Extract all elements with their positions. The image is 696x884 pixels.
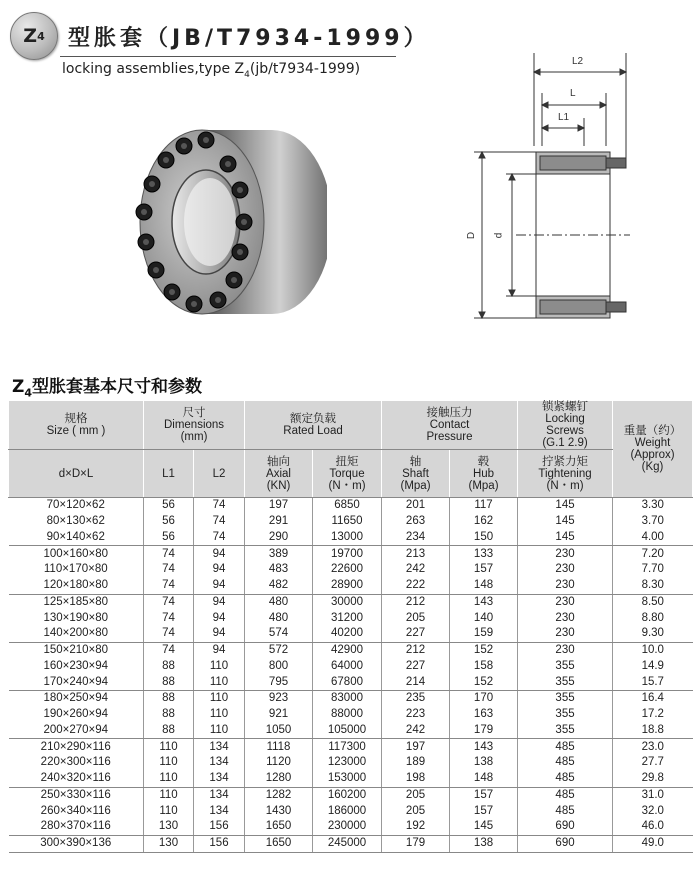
- cell-torque: 83000: [313, 691, 382, 707]
- cell-weight: 15.7: [613, 674, 693, 690]
- cell-weight: 46.0: [613, 819, 693, 835]
- table-row: [9, 819, 693, 835]
- cell-l2: 74: [194, 530, 245, 546]
- cell-size: 250×330×116: [9, 787, 144, 803]
- cell-weight: 10.0: [641, 644, 664, 657]
- header-screw-grade: (G.1 2.9): [542, 437, 588, 449]
- cell-hub: 143: [450, 739, 518, 755]
- cell-torque: 67800: [313, 674, 382, 690]
- cell-l2: 94: [194, 642, 245, 658]
- table-row: [9, 787, 693, 803]
- cell-weight: 3.30: [641, 499, 664, 512]
- header-dim-unit: (mm): [180, 431, 208, 443]
- badge-subscript: 4: [37, 29, 45, 43]
- cell-l2: 94: [194, 610, 245, 626]
- cell-l1: 88: [144, 707, 194, 723]
- cell-l1: 56: [144, 530, 194, 546]
- header-load-en: Rated Load: [283, 425, 343, 437]
- cell-l2: 134: [194, 739, 245, 755]
- cell-weight: 7.20: [641, 547, 664, 560]
- cell-l1: 110: [144, 755, 194, 771]
- header-weight: [613, 401, 693, 498]
- cell-l1: 110: [144, 771, 194, 787]
- cell-axial: 291: [245, 514, 313, 530]
- cell-axial: 1120: [245, 755, 313, 771]
- cell-hub: 145: [450, 819, 518, 835]
- cell-shaft: 205: [382, 787, 450, 803]
- cell-axial: 197: [245, 498, 313, 514]
- cell-axial: 1050: [245, 723, 313, 739]
- table-row: [9, 803, 693, 819]
- cell-l1: 130: [144, 819, 194, 835]
- cell-weight: 8.30: [613, 578, 693, 594]
- cell-hub: 133: [450, 546, 518, 562]
- cell-shaft: 205: [382, 610, 450, 626]
- cell-l1: 88: [144, 691, 194, 707]
- cell-shaft: 242: [382, 562, 450, 578]
- header-weight-zh: 重量（约）: [623, 425, 682, 437]
- header-tight-en: Tightening: [538, 467, 592, 480]
- cell-tightening: 230: [518, 642, 613, 658]
- cell-l1: 56: [144, 498, 194, 514]
- spec-table-body: [9, 498, 693, 853]
- cell-tightening: 485: [518, 787, 613, 803]
- cell-shaft: 234: [382, 530, 450, 546]
- cell-tightening: 485: [518, 755, 613, 771]
- table-row: [9, 755, 693, 771]
- cell-l1: 74: [144, 562, 194, 578]
- cell-hub: 170: [450, 691, 518, 707]
- cell-tightening: 355: [518, 707, 613, 723]
- cell-torque: 105000: [313, 723, 382, 739]
- cell-torque: 31200: [313, 610, 382, 626]
- cell-axial: 795: [245, 674, 313, 690]
- cell-shaft: 227: [382, 626, 450, 642]
- table-row: [9, 723, 693, 739]
- cell-torque: 19700: [313, 546, 382, 562]
- dim-label-l2: L2: [572, 56, 584, 67]
- cell-size: 125×185×80: [9, 594, 144, 610]
- cell-axial: 1430: [245, 803, 313, 819]
- cell-tightening: 355: [518, 674, 613, 690]
- cell-l1: 110: [144, 803, 194, 819]
- cell-size: 190×260×94: [9, 707, 144, 723]
- cell-tightening: 145: [518, 530, 613, 546]
- cell-shaft: 197: [382, 739, 450, 755]
- cell-tightening: 230: [518, 562, 613, 578]
- cell-l1: 74: [144, 578, 194, 594]
- cell-weight: 9.30: [613, 626, 693, 642]
- cell-axial: 923: [245, 691, 313, 707]
- header-tight-unit: (N・m): [546, 479, 584, 492]
- cell-axial: 800: [245, 659, 313, 675]
- table-row: [9, 578, 693, 594]
- cell-axial: 482: [245, 578, 313, 594]
- cell-l1: 88: [144, 723, 194, 739]
- header-load-zh: 额定负载: [290, 413, 337, 425]
- table-row: [9, 498, 693, 514]
- table-row: [9, 610, 693, 626]
- header-press-zh: 接触压力: [426, 407, 473, 419]
- cell-weight: 17.2: [641, 708, 664, 721]
- cell-tightening: 145: [518, 514, 613, 530]
- cell-l2: 94: [194, 594, 245, 610]
- cell-hub: 138: [450, 835, 518, 852]
- header-axial-unit: (KN): [266, 479, 291, 492]
- cell-size: 110×170×80: [9, 562, 144, 578]
- cell-size: 150×210×80: [9, 642, 144, 658]
- cell-l2: 110: [194, 659, 245, 675]
- cell-size: 210×290×116: [9, 739, 144, 755]
- table-row: [9, 642, 693, 658]
- table-row: [9, 546, 693, 562]
- page-subtitle: [62, 61, 360, 80]
- table-row: [9, 691, 693, 707]
- cell-shaft: 227: [382, 659, 450, 675]
- cell-l1: 56: [144, 514, 194, 530]
- header-dimensions: [144, 401, 245, 450]
- cell-weight: 49.0: [613, 835, 693, 852]
- header-size-zh: 规格: [64, 413, 88, 425]
- header-weight-unit: (Kg): [641, 461, 664, 473]
- cell-weight: 8.80: [641, 611, 664, 624]
- dim-label-l: L: [570, 88, 576, 99]
- cell-l1: 74: [144, 642, 194, 658]
- cell-l2: 94: [194, 562, 245, 578]
- cell-tightening: 230: [518, 594, 613, 610]
- header-dxDxL: d×D×L: [9, 450, 144, 498]
- page-title: 型胀套（JB/T7934-1999）: [68, 26, 430, 51]
- cell-shaft: 242: [382, 723, 450, 739]
- cell-hub: 143: [450, 594, 518, 610]
- dim-label-d: d: [493, 232, 505, 239]
- cell-l2: 110: [194, 691, 245, 707]
- header-shaft: [382, 450, 450, 498]
- header-shaft-zh: 轴: [409, 455, 422, 468]
- subtitle-standard: (jb/t7934-1999): [249, 61, 361, 77]
- table-row: [9, 707, 693, 723]
- cell-axial: 483: [245, 562, 313, 578]
- section-title-letter: Z: [12, 377, 25, 397]
- cell-hub: 140: [450, 610, 518, 626]
- cell-shaft: 263: [382, 514, 450, 530]
- cell-tightening: 485: [518, 803, 613, 819]
- cell-hub: 162: [450, 514, 518, 530]
- cell-tightening: 355: [518, 723, 613, 739]
- cell-hub: 179: [450, 723, 518, 739]
- cell-l1: 74: [144, 610, 194, 626]
- cell-l1: 110: [144, 787, 194, 803]
- cell-shaft: 198: [382, 771, 450, 787]
- cell-tightening: 355: [518, 659, 613, 675]
- header-row-1: [9, 401, 693, 450]
- cell-tightening: 230: [518, 546, 613, 562]
- cell-l2: 110: [194, 707, 245, 723]
- cell-l2: 134: [194, 787, 245, 803]
- cell-size: 170×240×94: [9, 674, 144, 690]
- header-weight-en2: (Approx): [630, 449, 675, 461]
- cell-l2: 110: [194, 674, 245, 690]
- cell-axial: 290: [245, 530, 313, 546]
- header-axial-zh: 轴向: [267, 455, 291, 468]
- cell-axial: 480: [245, 594, 313, 610]
- cell-axial: 1280: [245, 771, 313, 787]
- table-row: [9, 562, 693, 578]
- cell-size: 220×300×116: [9, 755, 144, 771]
- cell-axial: 572: [245, 642, 313, 658]
- header-shaft-unit: (Mpa): [400, 479, 431, 492]
- cell-torque: 88000: [313, 707, 382, 723]
- header-weight-en1: Weight: [634, 437, 671, 449]
- cell-axial: 1118: [245, 739, 313, 755]
- badge-letter: Z: [23, 25, 38, 47]
- cell-tightening: 230: [518, 578, 613, 594]
- cell-weight: 27.7: [641, 756, 664, 769]
- type-badge: [10, 12, 58, 60]
- cell-l2: 110: [194, 723, 245, 739]
- cell-size: 120×180×80: [9, 578, 144, 594]
- dim-label-D: D: [466, 231, 478, 240]
- header-axial: [245, 450, 313, 498]
- cell-weight: 29.8: [613, 771, 693, 787]
- section-title: [12, 372, 202, 399]
- cell-size: 90×140×62: [9, 530, 144, 546]
- cell-tightening: 230: [518, 610, 613, 626]
- cell-torque: 117300: [313, 739, 382, 755]
- cell-axial: 1650: [245, 835, 313, 852]
- cell-tightening: 355: [518, 691, 613, 707]
- cell-torque: 153000: [313, 771, 382, 787]
- cell-axial: 480: [245, 610, 313, 626]
- header-hub-zh: 毂: [477, 455, 490, 468]
- table-row: [9, 626, 693, 642]
- cell-torque: 13000: [313, 530, 382, 546]
- cell-l2: 134: [194, 755, 245, 771]
- cell-hub: 158: [450, 659, 518, 675]
- cell-torque: 40200: [313, 626, 382, 642]
- header-dim-zh: 尺寸: [182, 407, 206, 419]
- cell-hub: 157: [450, 562, 518, 578]
- header-torque: [313, 450, 382, 498]
- cell-shaft: 235: [382, 691, 450, 707]
- cell-l1: 88: [144, 674, 194, 690]
- cell-size: 160×230×94: [9, 659, 144, 675]
- cell-weight: 16.4: [641, 692, 664, 705]
- header-size: [9, 401, 144, 450]
- header-l1: L1: [144, 450, 194, 498]
- cell-weight: 18.8: [613, 723, 693, 739]
- cell-hub: 138: [450, 755, 518, 771]
- table-row: [9, 674, 693, 690]
- header-hub: [450, 450, 518, 498]
- cell-weight: 32.0: [641, 804, 664, 817]
- cell-torque: 30000: [313, 594, 382, 610]
- cell-hub: 152: [450, 642, 518, 658]
- cell-shaft: 205: [382, 803, 450, 819]
- cell-weight: 4.00: [613, 530, 693, 546]
- cell-axial: 574: [245, 626, 313, 642]
- table-row: [9, 835, 693, 852]
- cell-size: 300×390×136: [9, 835, 144, 852]
- section-title-subscript: 4: [24, 386, 32, 400]
- cell-shaft: 214: [382, 674, 450, 690]
- table-row: [9, 739, 693, 755]
- cell-l2: 156: [194, 835, 245, 852]
- header-tightening: [518, 450, 613, 498]
- dim-label-l1: L1: [558, 112, 570, 123]
- cell-size: 80×130×62: [9, 514, 144, 530]
- cell-axial: 1282: [245, 787, 313, 803]
- cell-tightening: 145: [518, 498, 613, 514]
- header-screw-en1: Locking: [545, 413, 585, 425]
- cell-l2: 94: [194, 626, 245, 642]
- cell-size: 100×160×80: [9, 546, 144, 562]
- header-contact-pressure: [382, 401, 518, 450]
- cell-l1: 130: [144, 835, 194, 852]
- header-press-en2: Pressure: [426, 431, 473, 443]
- cell-l2: 94: [194, 578, 245, 594]
- cell-tightening: 485: [518, 771, 613, 787]
- cell-l2: 134: [194, 803, 245, 819]
- cell-size: 70×120×62: [9, 498, 144, 514]
- header-torque-unit: (N・m): [328, 479, 366, 492]
- cell-torque: 42900: [313, 642, 382, 658]
- cell-shaft: 222: [382, 578, 450, 594]
- cell-hub: 163: [450, 707, 518, 723]
- cell-axial: 389: [245, 546, 313, 562]
- spec-table: [8, 400, 693, 853]
- subtitle-text: locking assemblies,type Z: [62, 61, 245, 77]
- cell-tightening: 690: [518, 819, 613, 835]
- cell-size: 280×370×116: [9, 819, 144, 835]
- header-l2: L2: [194, 450, 245, 498]
- cell-torque: 11650: [313, 514, 382, 530]
- cell-tightening: 230: [518, 626, 613, 642]
- cell-torque: 245000: [313, 835, 382, 852]
- cell-shaft: 179: [382, 835, 450, 852]
- cell-l2: 134: [194, 771, 245, 787]
- header-size-en: Size ( mm ): [46, 425, 106, 437]
- cell-hub: 148: [450, 578, 518, 594]
- cell-hub: 117: [450, 498, 518, 514]
- cell-l1: 88: [144, 659, 194, 675]
- cell-torque: 6850: [313, 498, 382, 514]
- cell-torque: 22600: [313, 562, 382, 578]
- cell-size: 260×340×116: [9, 803, 144, 819]
- header-screw-en2: Screws: [546, 425, 584, 437]
- cell-tightening: 485: [518, 739, 613, 755]
- cell-axial: 921: [245, 707, 313, 723]
- header-rated-load: [245, 401, 382, 450]
- cell-torque: 186000: [313, 803, 382, 819]
- cell-hub: 157: [450, 803, 518, 819]
- header-locking-screws: [518, 401, 613, 450]
- header-row-2: [9, 450, 693, 498]
- cell-weight: 8.50: [641, 595, 664, 608]
- cell-torque: 160200: [313, 787, 382, 803]
- subtitle-subscript: 4: [244, 69, 250, 80]
- cell-shaft: 212: [382, 642, 450, 658]
- cell-l2: 74: [194, 498, 245, 514]
- cell-size: 130×190×80: [9, 610, 144, 626]
- cell-size: 240×320×116: [9, 771, 144, 787]
- cell-hub: 148: [450, 771, 518, 787]
- header-shaft-en: Shaft: [402, 467, 429, 480]
- table-row: [9, 514, 693, 530]
- cell-l1: 110: [144, 739, 194, 755]
- cell-shaft: 189: [382, 755, 450, 771]
- cell-shaft: 213: [382, 546, 450, 562]
- section-title-text: 型胀套基本尺寸和参数: [31, 377, 202, 397]
- cell-weight: 3.70: [641, 515, 664, 528]
- cell-weight: 14.9: [641, 659, 664, 672]
- cell-l1: 74: [144, 594, 194, 610]
- cell-torque: 28900: [313, 578, 382, 594]
- cell-weight: 23.0: [641, 740, 664, 753]
- cell-hub: 159: [450, 626, 518, 642]
- cell-torque: 230000: [313, 819, 382, 835]
- table-row: [9, 771, 693, 787]
- cell-hub: 150: [450, 530, 518, 546]
- cell-shaft: 192: [382, 819, 450, 835]
- header-screw-zh: 锁紧螺钉: [542, 401, 589, 413]
- table-row: [9, 594, 693, 610]
- cell-l2: 156: [194, 819, 245, 835]
- header-dim-en: Dimensions: [163, 419, 225, 431]
- header-press-en1: Contact: [429, 419, 470, 431]
- cell-weight: 7.70: [641, 563, 664, 576]
- title-rule: [60, 56, 396, 57]
- cell-tightening: 690: [518, 835, 613, 852]
- cell-l2: 74: [194, 514, 245, 530]
- cell-l1: 74: [144, 546, 194, 562]
- cell-shaft: 201: [382, 498, 450, 514]
- cell-hub: 152: [450, 674, 518, 690]
- header-axial-en: Axial: [266, 467, 291, 480]
- cell-shaft: 212: [382, 594, 450, 610]
- cell-shaft: 223: [382, 707, 450, 723]
- header-tight-zh: 拧紧力矩: [542, 455, 589, 468]
- cell-weight: 31.0: [641, 788, 664, 801]
- header-hub-en: Hub: [472, 467, 495, 480]
- cell-l2: 94: [194, 546, 245, 562]
- cell-size: 180×250×94: [9, 691, 144, 707]
- header-torque-en: Torque: [329, 467, 365, 480]
- table-row: [9, 659, 693, 675]
- cell-l1: 74: [144, 626, 194, 642]
- cell-size: 140×200×80: [9, 626, 144, 642]
- table-row: [9, 530, 693, 546]
- cell-torque: 123000: [313, 755, 382, 771]
- cell-torque: 64000: [313, 659, 382, 675]
- cell-hub: 157: [450, 787, 518, 803]
- cell-axial: 1650: [245, 819, 313, 835]
- cell-size: 200×270×94: [9, 723, 144, 739]
- header-torque-zh: 扭矩: [335, 455, 359, 468]
- locking-assembly-photo: [122, 118, 327, 323]
- header-hub-unit: (Mpa): [468, 479, 499, 492]
